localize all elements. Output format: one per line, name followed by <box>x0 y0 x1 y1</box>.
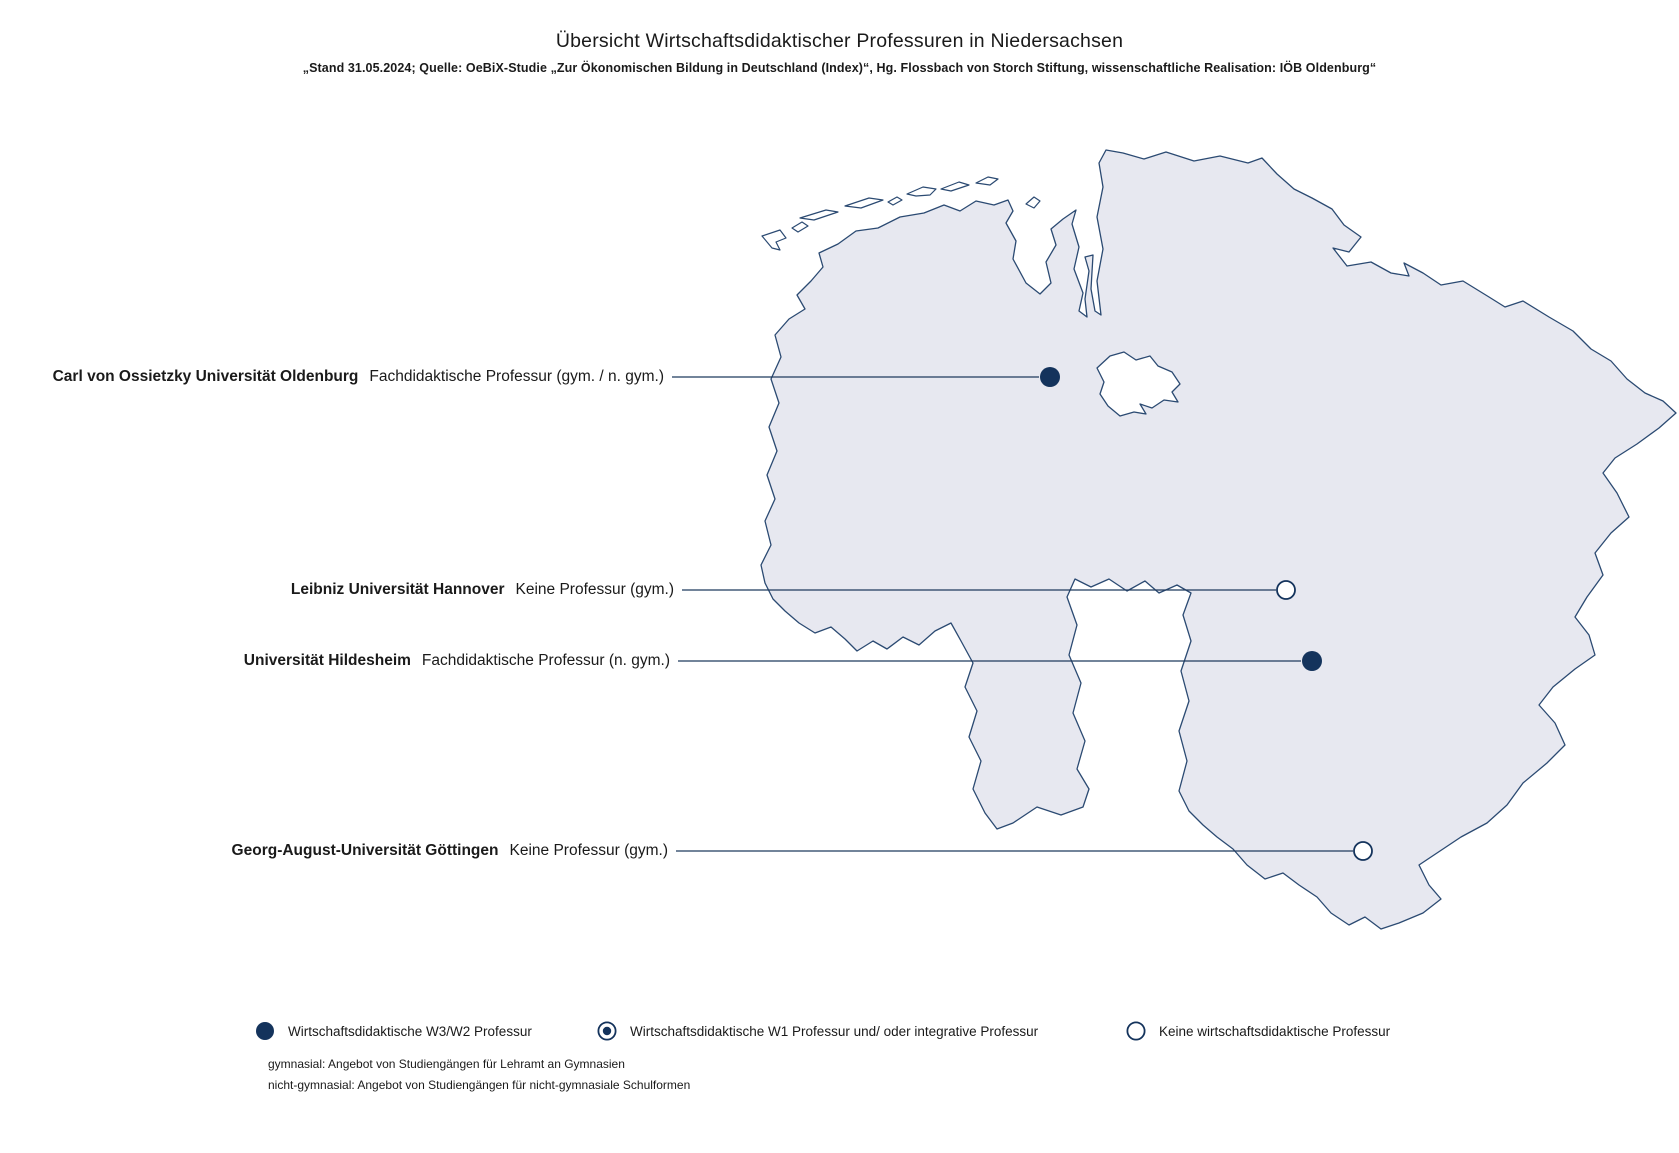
island <box>907 187 936 196</box>
filled-dot-icon <box>255 1021 275 1041</box>
marker-hannover-open-circle <box>1277 581 1295 599</box>
university-name: Georg-August-Universität Göttingen <box>231 842 499 859</box>
open-circle-icon <box>1126 1021 1146 1041</box>
island <box>792 222 808 232</box>
footnote-nicht-gymnasial: nicht-gymnasial: Angebot von Studiengängen für nicht-gymnasiale Schulformen <box>268 1078 691 1092</box>
professorship-status: Keine Professur (gym.) <box>509 842 668 859</box>
footnote-gymnasial: gymnasial: Angebot von Studiengängen für Lehramt an Gymnasien <box>268 1057 625 1071</box>
footnotes <box>268 1054 690 1096</box>
island <box>845 198 883 208</box>
source-note: „Stand 31.05.2024; Quelle: OeBiX-Studie „Zur Ökonomischen Bildung in Deutschland (Index)“, Hg. Flossbach von Storch Stiftung, wissenschaftliche Realisation: IÖB Oldenburg“ <box>302 61 1377 75</box>
label-hildesheim <box>244 650 670 672</box>
legend-label: Keine wirtschaftsdidaktische Professur <box>1159 1023 1391 1039</box>
professorship-status: Fachdidaktische Professur (n. gym.) <box>421 652 670 669</box>
professorship-status: Fachdidaktische Professur (gym. / n. gym.) <box>369 368 664 385</box>
legend-label: Wirtschaftsdidaktische W1 Professur und/ oder integrative Professur <box>630 1023 1039 1039</box>
island <box>800 210 838 220</box>
university-name: Carl von Ossietzky Universität Oldenburg <box>52 368 359 385</box>
ringed-dot-icon <box>597 1021 617 1041</box>
label-hannover <box>291 579 674 601</box>
label-goettingen <box>232 840 668 862</box>
label-oldenburg <box>53 366 664 388</box>
island <box>941 182 969 191</box>
marker-goettingen-open-circle <box>1354 842 1372 860</box>
professorship-status: Keine Professur (gym.) <box>515 581 674 598</box>
legend-item-w1-integrative <box>597 1021 1038 1041</box>
island <box>888 197 902 205</box>
island <box>762 230 786 250</box>
legend-label: Wirtschaftsdidaktische W3/W2 Professur <box>288 1023 532 1039</box>
legend-item-none <box>1126 1021 1390 1041</box>
marker-oldenburg-filled-dot <box>1040 367 1060 387</box>
legend-item-w3w2 <box>255 1021 532 1041</box>
marker-hildesheim-filled-dot <box>1302 651 1322 671</box>
university-name: Leibniz Universität Hannover <box>290 581 505 598</box>
university-name: Universität Hildesheim <box>243 652 411 669</box>
island <box>976 177 998 185</box>
island <box>1026 197 1040 208</box>
page-title: Übersicht Wirtschaftsdidaktischer Professuren in Niedersachsen <box>555 30 1124 52</box>
state-outline <box>761 150 1676 929</box>
